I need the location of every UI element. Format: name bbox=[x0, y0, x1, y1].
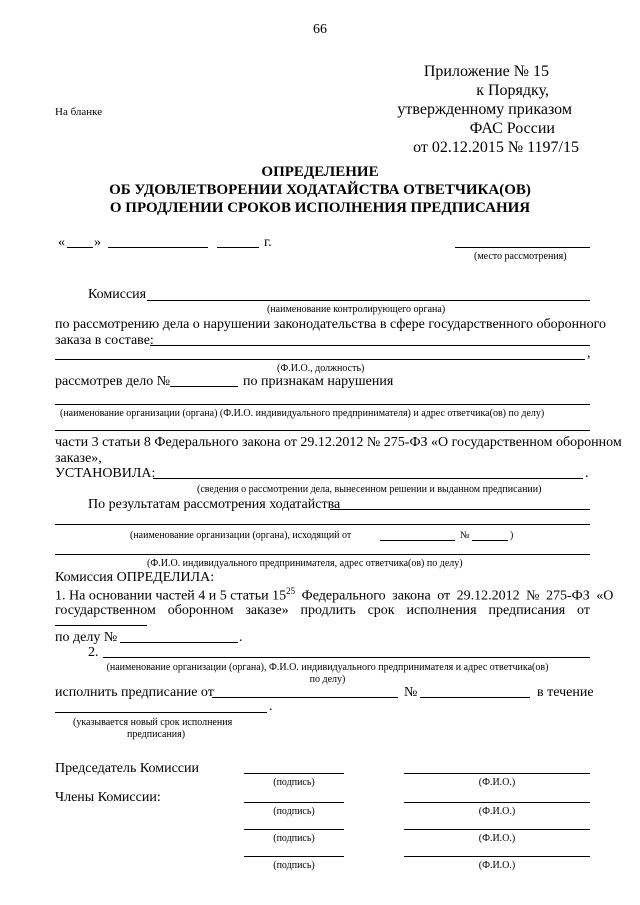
date-open-quote: « bbox=[58, 235, 65, 250]
member1-signature-field[interactable] bbox=[244, 802, 344, 803]
org-caption: (наименование организации (органа) (Ф.И.О. индивидуального предпринимателя) и адрес ответчика(ов) по делу) bbox=[60, 408, 545, 419]
member2-signature-field[interactable] bbox=[244, 829, 344, 830]
place-caption: (место рассмотрения) bbox=[474, 251, 567, 262]
entrepreneur-caption: (Ф.И.О. индивидуального предпринимателя, адрес ответчика(ов) по делу) bbox=[147, 558, 463, 569]
new-term-field[interactable] bbox=[55, 712, 267, 713]
petition-date-field[interactable] bbox=[380, 540, 455, 541]
case-number-field[interactable] bbox=[170, 386, 238, 387]
case-no-field[interactable] bbox=[120, 642, 238, 643]
law-text: заказе», bbox=[55, 451, 102, 466]
appendix-line: от 02.12.2015 № 1197/15 bbox=[413, 139, 579, 156]
item1-superscript: 25 bbox=[286, 586, 296, 596]
member2-fio-field[interactable] bbox=[404, 829, 590, 830]
results-field[interactable] bbox=[330, 509, 590, 510]
fio-caption: (Ф.И.О.) bbox=[478, 860, 516, 871]
letterhead-note: На бланке bbox=[55, 106, 103, 118]
reviewed-case-label: рассмотрев дело № bbox=[55, 374, 171, 389]
item1-word: срок bbox=[367, 603, 395, 618]
appendix-line: утвержденному приказом bbox=[397, 101, 572, 118]
appendix-line: ФАС России bbox=[469, 120, 555, 137]
petition-no-label: № bbox=[460, 530, 470, 541]
member1-fio-field[interactable] bbox=[404, 802, 590, 803]
title-line: О ПРОДЛЕНИИ СРОКОВ ИСПОЛНЕНИЯ ПРЕДПИСАНИЯ bbox=[109, 200, 531, 216]
period: . bbox=[239, 630, 243, 645]
item1-word: исполнения bbox=[406, 603, 477, 618]
members-label: Члены Комиссии: bbox=[55, 790, 161, 805]
chair-fio-field[interactable] bbox=[404, 773, 590, 774]
item1-word: оборонном bbox=[167, 603, 234, 618]
page-number: 66 bbox=[313, 22, 327, 37]
petition-caption: (наименование организации (органа), исходящий от bbox=[130, 530, 352, 541]
established-caption: (сведения о рассмотрении дела, вынесенном решении и выданном предписании) bbox=[197, 484, 542, 495]
execute-label: исполнить предписание от bbox=[55, 685, 214, 700]
fio-caption: (Ф.И.О.) bbox=[478, 777, 516, 788]
item1-lead: 1. На основании частей 4 и 5 статьи 15 bbox=[55, 588, 287, 604]
entrepreneur-field[interactable] bbox=[55, 554, 590, 555]
org-caption-2b: по делу) bbox=[309, 674, 346, 685]
fio-caption: (Ф.И.О.) bbox=[478, 833, 516, 844]
item2-label: 2. bbox=[88, 645, 99, 660]
new-term-caption-2: предписания) bbox=[127, 729, 186, 740]
item1-text bbox=[55, 586, 613, 605]
petition-close: ) bbox=[510, 530, 514, 541]
respondent-field-2[interactable] bbox=[55, 430, 590, 431]
item1-word: от bbox=[577, 603, 590, 618]
execute-number-field[interactable] bbox=[420, 697, 530, 698]
results-field-2[interactable] bbox=[55, 524, 590, 525]
within-label: в течение bbox=[537, 685, 594, 700]
petition-number-field[interactable] bbox=[472, 540, 508, 541]
date-close-quote: » bbox=[94, 235, 101, 250]
law-text: части 3 статьи 8 Федерального закона от 29.12.2012 № 275-ФЗ «О государственном оборонном bbox=[55, 435, 622, 450]
comma: , bbox=[587, 346, 591, 361]
period: . bbox=[269, 699, 273, 714]
violation-signs-label: по признакам нарушения bbox=[243, 374, 394, 389]
item2-field[interactable] bbox=[103, 657, 590, 658]
item1-word: государственном bbox=[55, 603, 156, 618]
fio-caption: (Ф.И.О., должность) bbox=[277, 363, 365, 374]
title-line: ОПРЕДЕЛЕНИЕ bbox=[261, 164, 379, 180]
composition-field[interactable] bbox=[150, 345, 590, 346]
determined-label: Комиссия ОПРЕДЕЛИЛА: bbox=[55, 570, 215, 585]
item1-rest: Федерального закона от 29.12.2012 № 275-ФЗ «О bbox=[295, 588, 614, 604]
execute-no-label: № bbox=[404, 685, 418, 700]
fio-caption: (Ф.И.О.) bbox=[478, 806, 516, 817]
item1-word: заказе» bbox=[245, 603, 289, 618]
appendix-line: Приложение № 15 bbox=[423, 63, 549, 80]
prescription-date-field[interactable] bbox=[55, 625, 147, 626]
established-label: УСТАНОВИЛА: bbox=[55, 466, 156, 481]
item1-word: продлить bbox=[300, 603, 356, 618]
chair-signature-field[interactable] bbox=[244, 773, 344, 774]
new-term-caption: (указывается новый срок исполнения bbox=[73, 717, 233, 728]
member3-signature-field[interactable] bbox=[244, 856, 344, 857]
signature-caption: (подпись) bbox=[273, 860, 315, 871]
org-caption-2: (наименование организации (органа), Ф.И.О. индивидуального предпринимателя и адрес ответчика(ов) bbox=[106, 662, 549, 673]
appendix-line: к Порядку, bbox=[476, 82, 549, 99]
composition-field-2[interactable] bbox=[55, 359, 585, 360]
case-no-label: по делу № bbox=[55, 630, 118, 645]
established-field[interactable] bbox=[153, 478, 583, 479]
results-label: По результатам рассмотрения ходатайства bbox=[88, 497, 341, 512]
case-text: заказа в составе: bbox=[55, 333, 154, 348]
title-line: ОБ УДОВЛЕТВОРЕНИИ ХОДАТАЙСТВА ОТВЕТЧИКА(ОВ) bbox=[109, 182, 531, 198]
commission-field[interactable] bbox=[147, 300, 590, 301]
year-suffix: г. bbox=[264, 235, 272, 250]
chair-label: Председатель Комиссии bbox=[55, 761, 199, 776]
execute-date-field[interactable] bbox=[212, 697, 398, 698]
month-field[interactable] bbox=[108, 247, 208, 248]
place-field[interactable] bbox=[455, 247, 590, 248]
item1-word: предписания bbox=[488, 603, 566, 618]
signature-caption: (подпись) bbox=[273, 777, 315, 788]
commission-label: Комиссия bbox=[88, 287, 147, 302]
year-field[interactable] bbox=[217, 247, 259, 248]
period: . bbox=[585, 466, 589, 481]
commission-caption: (наименование контролирующего органа) bbox=[267, 304, 446, 315]
member3-fio-field[interactable] bbox=[404, 856, 590, 857]
signature-caption: (подпись) bbox=[273, 806, 315, 817]
signature-caption: (подпись) bbox=[273, 833, 315, 844]
respondent-field[interactable] bbox=[55, 404, 590, 405]
item1-line2 bbox=[55, 603, 590, 619]
day-field[interactable] bbox=[67, 247, 93, 248]
case-text: по рассмотрению дела о нарушении законодательства в сфере государственного оборонного bbox=[55, 317, 607, 332]
